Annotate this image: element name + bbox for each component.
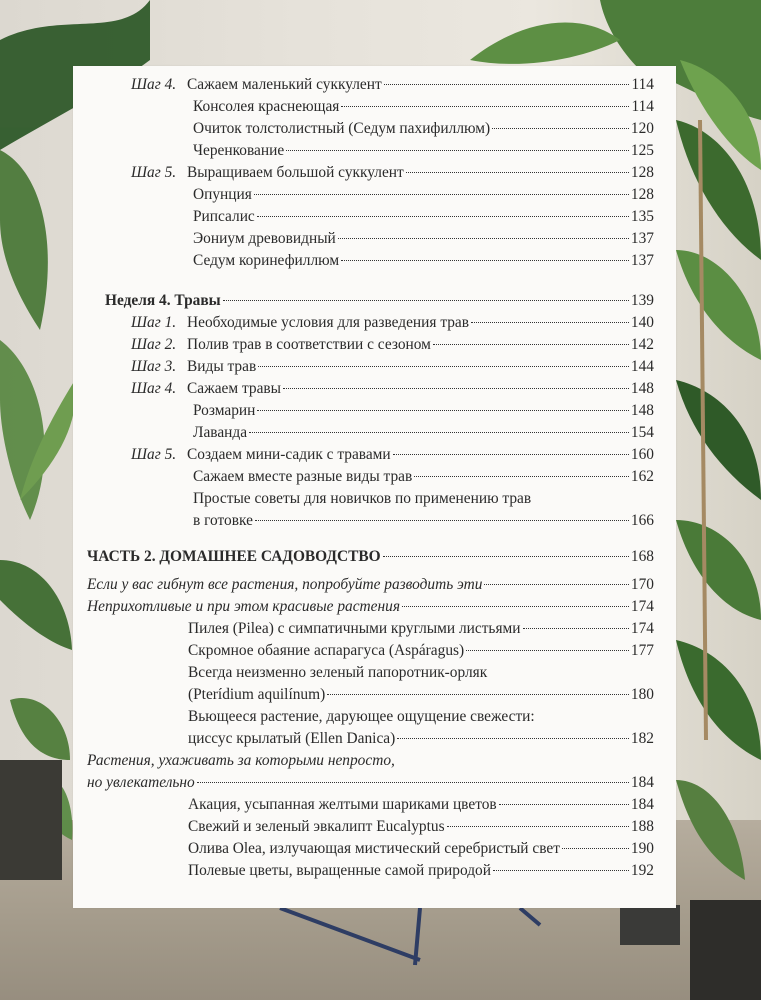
toc-section[interactable] <box>87 574 654 596</box>
dot-leader <box>286 149 629 151</box>
dot-leader <box>406 171 629 173</box>
dot-leader <box>223 299 629 301</box>
toc-entry[interactable] <box>193 184 654 206</box>
page-number: 137 <box>630 252 654 269</box>
step-label: Шаг 5. <box>131 164 177 181</box>
entry-title: Скромное обаяние аспарагуса (Aspáragus) <box>188 642 465 659</box>
toc-entry[interactable] <box>131 162 654 184</box>
entry-title: Простые советы для новичков по применению трав <box>193 490 532 507</box>
step-label: Шаг 5. <box>131 446 177 463</box>
toc-entry[interactable] <box>131 334 654 356</box>
toc-entry[interactable] <box>131 74 654 96</box>
page-number: 190 <box>630 840 654 857</box>
step-label: Шаг 4. <box>131 380 177 397</box>
dot-leader <box>341 105 629 107</box>
dot-leader <box>257 409 629 411</box>
page-number: 125 <box>630 142 654 159</box>
dot-leader <box>493 869 629 871</box>
page-number: 137 <box>630 230 654 247</box>
page-number: 128 <box>630 164 654 181</box>
dot-leader <box>383 555 629 557</box>
page-number: 192 <box>630 862 654 879</box>
toc-entry-line1[interactable] <box>188 706 654 728</box>
entry-title: (Pterídium aquilínum) <box>188 686 326 703</box>
entry-title: Лаванда <box>193 424 248 441</box>
dot-leader <box>523 627 629 629</box>
dot-leader <box>327 693 629 695</box>
page-number: 128 <box>630 186 654 203</box>
entry-title: Сажаем травы <box>187 380 282 397</box>
page-number: 177 <box>630 642 654 659</box>
section-title: Если у вас гибнут все растения, попробуйте разводить эти <box>87 576 483 593</box>
toc-entry-line1[interactable] <box>193 488 654 510</box>
entry-title: Полив трав в соответствии с сезоном <box>187 336 431 353</box>
toc-entry[interactable] <box>193 228 654 250</box>
page-number: 142 <box>630 336 654 353</box>
toc-entry[interactable] <box>188 816 654 838</box>
entry-title: Сажаем маленький суккулент <box>187 76 382 93</box>
page-number: 139 <box>630 292 654 309</box>
entry-title: Сажаем вместе разные виды трав <box>193 468 413 485</box>
toc-entry[interactable] <box>193 206 654 228</box>
entry-title: в готовке <box>193 512 253 529</box>
week-title: Неделя 4. Травы <box>105 292 221 309</box>
page-number: 174 <box>630 620 654 637</box>
entry-title: Вьющееся растение, дарующее ощущение свежести: <box>188 708 535 725</box>
dot-leader <box>492 127 629 129</box>
page-number: 184 <box>630 796 654 813</box>
dot-leader <box>283 387 629 389</box>
dot-leader <box>341 259 629 261</box>
toc-entry[interactable] <box>193 422 654 444</box>
step-label: Шаг 1. <box>131 314 177 331</box>
dot-leader <box>402 605 629 607</box>
entry-title: Акация, усыпанная желтыми шариками цветов <box>188 796 497 813</box>
dot-leader <box>384 83 630 85</box>
dot-leader <box>447 825 629 827</box>
entry-title: Всегда неизменно зеленый папоротник-орляк <box>188 664 488 681</box>
dot-leader <box>338 237 629 239</box>
toc-entry[interactable] <box>131 356 654 378</box>
page-number: 166 <box>630 512 654 529</box>
page-number: 184 <box>630 774 654 791</box>
toc-entry[interactable] <box>131 312 654 334</box>
toc-week-heading[interactable] <box>105 290 654 312</box>
page-number: 160 <box>630 446 654 463</box>
section-title: но увлекательно <box>87 774 195 791</box>
toc-entry[interactable] <box>188 794 654 816</box>
toc-entry[interactable] <box>193 96 654 118</box>
section-title: Растения, ухаживать за которыми непросто, <box>87 752 395 769</box>
page-number: 140 <box>630 314 654 331</box>
entry-title: Опунция <box>193 186 252 203</box>
entry-title: Розмарин <box>193 402 256 419</box>
page-number: 170 <box>630 576 654 593</box>
toc-entry-line1[interactable] <box>188 662 654 684</box>
dot-leader <box>258 365 629 367</box>
dot-leader <box>562 847 629 849</box>
page-number: 135 <box>630 208 654 225</box>
entry-title: Консолея краснеющая <box>193 98 340 115</box>
page-number: 148 <box>630 402 654 419</box>
toc-section[interactable] <box>87 772 654 794</box>
toc-entry[interactable] <box>188 684 654 706</box>
entry-title: Черенкование <box>193 142 285 159</box>
page-number: 114 <box>631 98 654 115</box>
page-number: 182 <box>630 730 654 747</box>
entry-title: Выращиваем большой суккулент <box>187 164 404 181</box>
dot-leader <box>414 475 629 477</box>
page-number: 162 <box>630 468 654 485</box>
page-number: 168 <box>630 548 654 565</box>
toc-section-line1[interactable] <box>87 750 654 772</box>
toc-entry[interactable] <box>193 118 654 140</box>
page-number: 180 <box>630 686 654 703</box>
entry-title: Пилея (Pilea) с симпатичными круглыми листьями <box>188 620 521 637</box>
toc-part-heading[interactable] <box>87 546 654 568</box>
page-number: 154 <box>630 424 654 441</box>
toc-entry[interactable] <box>188 860 654 882</box>
toc-entry[interactable] <box>193 140 654 162</box>
dot-leader <box>257 215 629 217</box>
entry-title: Олива Olea, излучающая мистический серебристый свет <box>188 840 560 857</box>
dot-leader <box>397 737 629 739</box>
entry-title: Необходимые условия для разведения трав <box>187 314 470 331</box>
entry-title: циссус крылатый (Ellen Danica) <box>188 730 396 747</box>
toc-entry[interactable] <box>188 838 654 860</box>
dot-leader <box>255 519 629 521</box>
entry-title: Рипсалис <box>193 208 255 225</box>
page-number: 144 <box>630 358 654 375</box>
dot-leader <box>249 431 629 433</box>
entry-title: Свежий и зеленый эвкалипт Eucalyptus <box>188 818 445 835</box>
entry-title: Полевые цветы, выращенные самой природой <box>188 862 491 879</box>
section-title: Неприхотливые и при этом красивые растения <box>87 598 400 615</box>
page-number: 148 <box>630 380 654 397</box>
step-label: Шаг 3. <box>131 358 177 375</box>
page-number: 114 <box>631 76 654 93</box>
step-label: Шаг 4. <box>131 76 177 93</box>
dot-leader <box>466 649 629 651</box>
dot-leader <box>197 781 629 783</box>
dot-leader <box>499 803 629 805</box>
dot-leader <box>433 343 629 345</box>
toc-entry[interactable] <box>188 640 654 662</box>
page-number: 174 <box>630 598 654 615</box>
entry-title: Эониум древовидный <box>193 230 336 247</box>
part-title: ЧАСТЬ 2. ДОМАШНЕЕ САДОВОДСТВО <box>87 548 381 565</box>
entry-title: Виды трав <box>187 358 257 375</box>
toc-entry[interactable] <box>131 444 654 466</box>
toc-entry[interactable] <box>131 378 654 400</box>
dot-leader <box>471 321 629 323</box>
entry-title: Седум коринефиллюм <box>193 252 340 269</box>
page-number: 120 <box>630 120 654 137</box>
toc-entry[interactable] <box>188 728 654 750</box>
toc-entry[interactable] <box>193 400 654 422</box>
toc-entry[interactable] <box>188 618 654 640</box>
toc-entry[interactable] <box>193 250 654 272</box>
dot-leader <box>484 583 628 585</box>
toc-entry[interactable] <box>193 466 654 488</box>
dot-leader <box>393 453 629 455</box>
entry-title: Создаем мини-садик с травами <box>187 446 391 463</box>
dot-leader <box>254 193 629 195</box>
toc-page <box>73 66 676 908</box>
step-label: Шаг 2. <box>131 336 177 353</box>
toc-entry[interactable] <box>193 510 654 532</box>
page-number: 188 <box>630 818 654 835</box>
toc-section[interactable] <box>87 596 654 618</box>
entry-title: Очиток толстолистный (Седум пахифиллюм) <box>193 120 491 137</box>
